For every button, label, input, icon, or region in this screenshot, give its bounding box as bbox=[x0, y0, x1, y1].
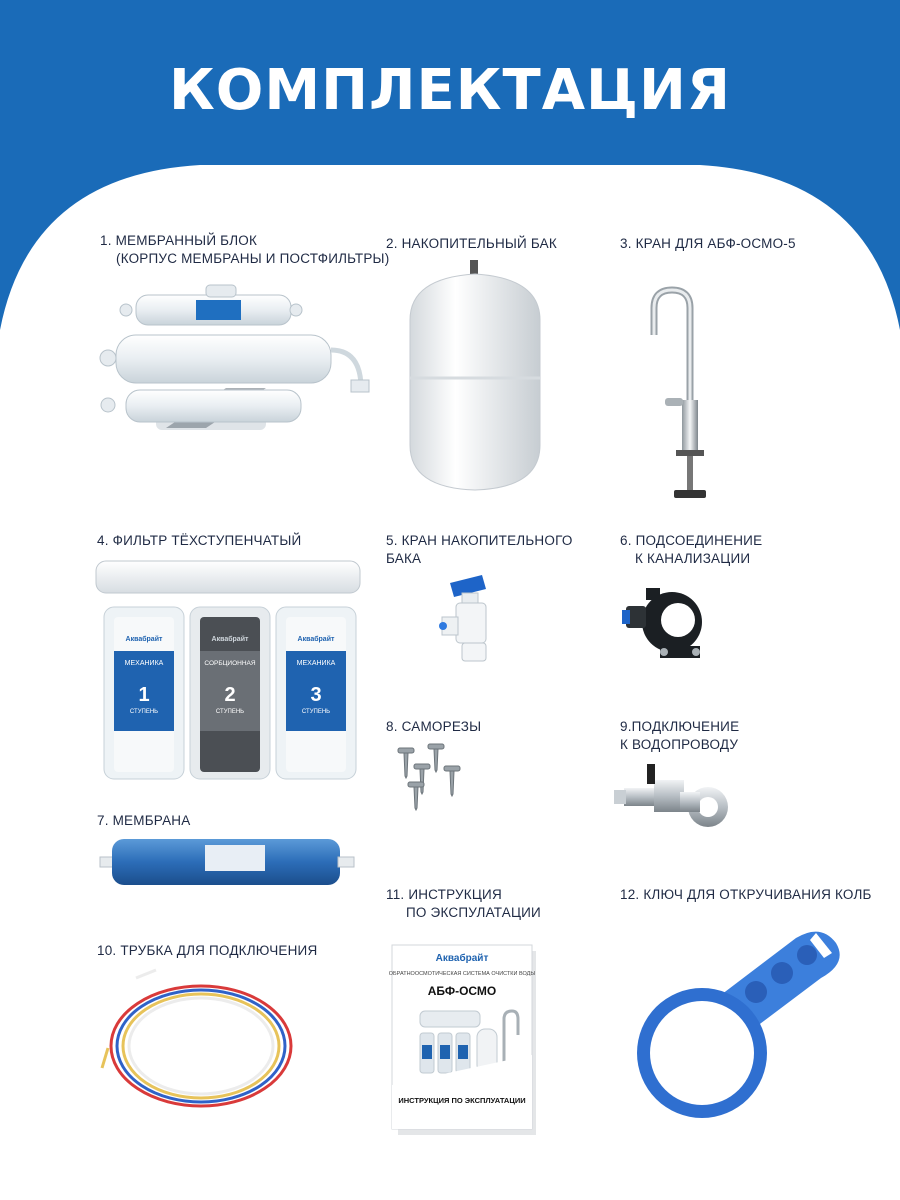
housing-wrench-icon bbox=[636, 918, 846, 1123]
item-label-8: 8. САМОРЕЗЫ bbox=[386, 719, 482, 734]
screws-icon bbox=[390, 742, 470, 814]
water-supply-adapter-icon bbox=[612, 762, 727, 832]
filter-housing-2 bbox=[190, 607, 270, 779]
item-label-5: 5. КРАН НАКОПИТЕЛЬНОГО БАКА bbox=[386, 533, 573, 566]
svg-text:Аквабрайт: Аквабрайт bbox=[435, 953, 489, 964]
svg-text:СТУПЕНЬ: СТУПЕНЬ bbox=[129, 709, 159, 715]
svg-text:АБФ-ОСМО: АБФ-ОСМО bbox=[427, 984, 497, 998]
svg-text:МЕХАНИКА: МЕХАНИКА bbox=[296, 660, 336, 667]
svg-text:СТУПЕНЬ: СТУПЕНЬ bbox=[301, 709, 331, 715]
svg-text:Аквабрайт: Аквабрайт bbox=[211, 636, 249, 643]
svg-text:СОРБЦИОННАЯ: СОРБЦИОННАЯ bbox=[204, 660, 256, 667]
svg-text:Аквабрайт: Аквабрайт bbox=[125, 636, 163, 643]
svg-text:3: 3 bbox=[310, 684, 322, 706]
faucet-icon bbox=[640, 280, 720, 510]
manual-icon bbox=[388, 945, 537, 1135]
svg-text:Аквабрайт: Аквабрайт bbox=[297, 636, 335, 643]
membrane-block-icon bbox=[96, 280, 376, 440]
item-label-1: 1. МЕМБРАННЫЙ БЛОК (КОРПУС МЕМБРАНЫ И ПОСТФИЛЬТРЫ) bbox=[100, 233, 390, 266]
tubing-icon bbox=[96, 968, 301, 1118]
item-label-11: 11. ИНСТРУКЦИЯ ПО ЭКСПУЛАТАЦИИ bbox=[386, 887, 541, 920]
filter-housing-1 bbox=[104, 607, 184, 779]
item-label-3: 3. КРАН ДЛЯ АБФ-ОСМО-5 bbox=[620, 236, 796, 251]
page-title: КОМПЛЕКТАЦИЯ bbox=[169, 58, 731, 123]
svg-text:1: 1 bbox=[138, 684, 150, 706]
item-label-6: 6. ПОДСОЕДИНЕНИЕ К КАНАЛИЗАЦИИ bbox=[620, 533, 763, 566]
drain-saddle-icon bbox=[620, 580, 710, 665]
item-label-10: 10. ТРУБКА ДЛЯ ПОДКЛЮЧЕНИЯ bbox=[97, 943, 318, 958]
item-label-2: 2. НАКОПИТЕЛЬНЫЙ БАК bbox=[386, 236, 557, 251]
svg-text:ИНСТРУКЦИЯ ПО ЭКСПЛУАТАЦИИ: ИНСТРУКЦИЯ ПО ЭКСПЛУАТАЦИИ bbox=[398, 1096, 526, 1105]
item-label-9: 9.ПОДКЛЮЧЕНИЕ К ВОДОПРОВОДУ bbox=[620, 719, 740, 752]
svg-text:СТУПЕНЬ: СТУПЕНЬ bbox=[215, 709, 245, 715]
svg-text:2: 2 bbox=[224, 684, 236, 706]
item-label-12: 12. КЛЮЧ ДЛЯ ОТКРУЧИВАНИЯ КОЛБ bbox=[620, 887, 872, 902]
storage-tank-icon bbox=[400, 260, 550, 495]
membrane-icon bbox=[100, 835, 355, 890]
tank-valve-icon bbox=[440, 575, 500, 665]
item-label-4: 4. ФИЛЬТР ТЁХСТУПЕНЧАТЫЙ bbox=[97, 533, 302, 548]
svg-text:МЕХАНИКА: МЕХАНИКА bbox=[124, 660, 164, 667]
filter-housing-3 bbox=[276, 607, 356, 779]
three-stage-filter-icon bbox=[96, 555, 364, 785]
item-label-7: 7. МЕМБРАНА bbox=[97, 813, 191, 828]
svg-text:ОБРАТНООСМОТИЧЕСКАЯ СИСТЕМА ОЧ: ОБРАТНООСМОТИЧЕСКАЯ СИСТЕМА ОЧИСТКИ ВОДЫ bbox=[388, 971, 536, 977]
